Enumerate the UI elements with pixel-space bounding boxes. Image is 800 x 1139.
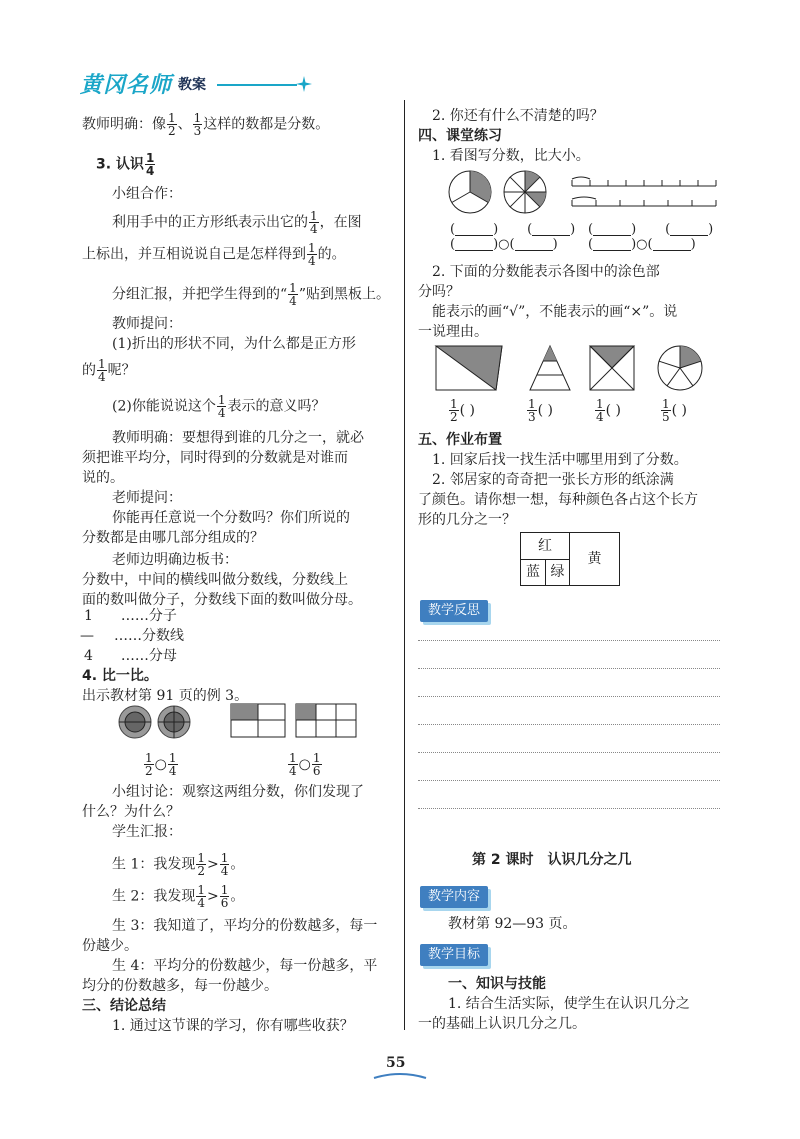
left-line-6: 分组汇报，并把学生得到的“ $\frac{1}{4}$ ”贴到黑板上。 — [112, 281, 390, 308]
right-line-1: 2. 你还有什么不清楚的吗？ — [432, 108, 604, 124]
left-line-12: 须把谁平均分，同时得到的分数就是对谁而 — [82, 450, 348, 466]
left-line-19: 面的数叫做分子，分数线下面的数叫做分母。 — [82, 592, 362, 608]
left-line-18: 分数中，中间的横线叫做分数线，分数线上 — [82, 572, 348, 588]
left-line-1: 教师明确：像 $\frac{1}{2}$ 、 $\frac{1}{3}$ 这样的数都是分数。 — [82, 111, 330, 138]
column-divider — [404, 100, 405, 1030]
circle-pictures — [448, 168, 548, 216]
reflection-line — [418, 752, 720, 753]
reflection-tag: 教学反思 — [420, 600, 488, 622]
section-3-heading: 3. 认识 $\frac{1}{4}$ — [96, 151, 155, 178]
reflection-line — [418, 724, 720, 725]
left-line-16: 分数都是由哪几部分组成的？ — [82, 530, 264, 546]
lesson-title: 第 2 课时 认识几分之几 — [472, 852, 632, 868]
coin-pictures — [116, 704, 196, 740]
right-line-11: 了颜色。请你想一想，每种颜色各占这个长方 — [418, 492, 698, 508]
header-line — [217, 84, 297, 86]
rectangle-pictures — [230, 703, 360, 739]
reflection-line — [418, 780, 720, 781]
reflection-line — [418, 808, 720, 809]
reflection-line — [418, 696, 720, 697]
brand-subtitle: 教案 — [178, 77, 206, 93]
left-line-15: 你能再任意说一个分数吗？你们所说的 — [112, 510, 350, 526]
goal-tag: 教学目标 — [420, 944, 488, 966]
left-line-24: 出示教材第 91 页的例 3。 — [82, 688, 249, 704]
answer-quarter[interactable]: $\frac{1}{4}$ ( ) — [596, 397, 622, 424]
right-line-4: 2. 下面的分数能表示各图中的涂色部 — [432, 264, 660, 280]
left-line-9: 的 $\frac{1}{4}$ 呢？ — [82, 357, 136, 384]
left-line-11: 教师明确：要想得到谁的几分之一，就必 — [112, 430, 364, 446]
section-homework-heading: 五、作业布置 — [418, 432, 502, 448]
right-line-10: 2. 邻居家的奇奇把一张长方形的纸涂满 — [432, 472, 674, 488]
left-line-30: 生 3：我知道了，平均分的份数越多，每一 — [112, 918, 378, 934]
right-line-6: 能表示的画“√”，不能表示的画“×”。说 — [432, 304, 678, 320]
right-line-16: 一的基础上认识几分之几。 — [418, 1016, 586, 1032]
compare-2: $\frac{1}{4}$ ○ $\frac{1}{6}$ — [289, 751, 321, 778]
right-line-9: 1. 回家后找一找生活中哪里用到了分数。 — [432, 452, 688, 468]
knowledge-skills-heading: 一、知识与技能 — [448, 976, 546, 992]
color-blue-cell: 蓝 — [521, 560, 546, 585]
left-line-25: 小组讨论：观察这两组分数，你们发现了 — [112, 784, 364, 800]
left-line-8: (1)折出的形状不同，为什么都是正方形 — [112, 336, 356, 352]
color-rectangle — [520, 532, 620, 586]
segment-pictures — [570, 176, 720, 210]
left-line-33: 均分的份数越多，每一份越少。 — [82, 978, 278, 994]
note-denominator: 4 ……分母 — [84, 648, 177, 664]
right-line-3: 1. 看图写分数，比大小。 — [432, 148, 590, 164]
left-line-14: 老师提问： — [112, 490, 182, 506]
compare-1: $\frac{1}{2}$ ○ $\frac{1}{4}$ — [145, 751, 177, 778]
blank-compare-2[interactable]: ( ) ( ) ( )○( ) — [588, 222, 714, 252]
section-4-heading: 4. 比一比。 — [82, 668, 158, 684]
left-line-32: 生 4：平均分的份数越少，每一份越多，平 — [112, 958, 378, 974]
right-line-15: 1. 结合生活实际，使学生在认识几分之 — [448, 996, 690, 1012]
color-yellow-cell: 黄 — [587, 551, 602, 567]
shapes-pictures — [434, 344, 726, 392]
right-line-7: 一说理由。 — [418, 324, 488, 340]
page-number: 55 — [386, 1055, 406, 1071]
answer-fifth[interactable]: $\frac{1}{5}$ ( ) — [662, 397, 688, 424]
color-red-cell: 红 — [521, 533, 570, 560]
left-line-5: 上标出，并互相说说自己是怎样得到 $\frac{1}{4}$ 的。 — [82, 241, 346, 268]
left-line-4: 利用手中的正方形纸表示出它的 $\frac{1}{4}$ ，在图 — [112, 209, 362, 236]
reflection-line — [418, 640, 720, 641]
answer-third[interactable]: $\frac{1}{3}$ ( ) — [528, 397, 554, 424]
right-line-13: 教材第 92—93 页。 — [448, 916, 577, 932]
reflection-line — [418, 668, 720, 669]
page-number-swoosh — [372, 1072, 428, 1080]
left-line-27: 学生汇报： — [112, 824, 182, 840]
left-line-13: 说的。 — [82, 470, 124, 486]
right-line-5: 分吗？ — [418, 284, 460, 300]
answer-half[interactable]: $\frac{1}{2}$ ( ) — [450, 397, 476, 424]
left-line-17: 老师边明确边板书： — [112, 552, 238, 568]
left-line-26: 什么？为什么？ — [82, 804, 180, 820]
left-line-29: 生 2：我发现 $\frac{1}{4}$ > $\frac{1}{6}$ 。 — [112, 883, 245, 910]
left-line-35: 1. 通过这节课的学习，你有哪些收获？ — [112, 1018, 354, 1034]
right-line-12: 形的几分之一？ — [418, 512, 516, 528]
note-numerator: 1 ……分子 — [84, 608, 177, 624]
brand-title: 黄冈名师 — [80, 73, 173, 98]
sparkle-icon — [296, 76, 312, 92]
section-conclusion-heading: 三、结论总结 — [82, 998, 166, 1014]
left-line-7: 教师提问： — [112, 316, 182, 332]
left-line-28: 生 1：我发现 $\frac{1}{2}$ > $\frac{1}{4}$ 。 — [112, 851, 245, 878]
left-line-10: (2)你能说说这个 $\frac{1}{4}$ 表示的意义吗？ — [112, 393, 326, 420]
color-green-cell: 绿 — [546, 560, 570, 585]
section-practice-heading: 四、课堂练习 — [418, 128, 502, 144]
left-line-31: 份越少。 — [82, 938, 138, 954]
blank-compare-1[interactable]: ( ) ( ) ( )○( ) — [450, 222, 576, 252]
note-fraction-line: — ……分数线 — [80, 628, 184, 644]
content-tag: 教学内容 — [420, 886, 488, 908]
left-line-3: 小组合作： — [112, 186, 182, 202]
